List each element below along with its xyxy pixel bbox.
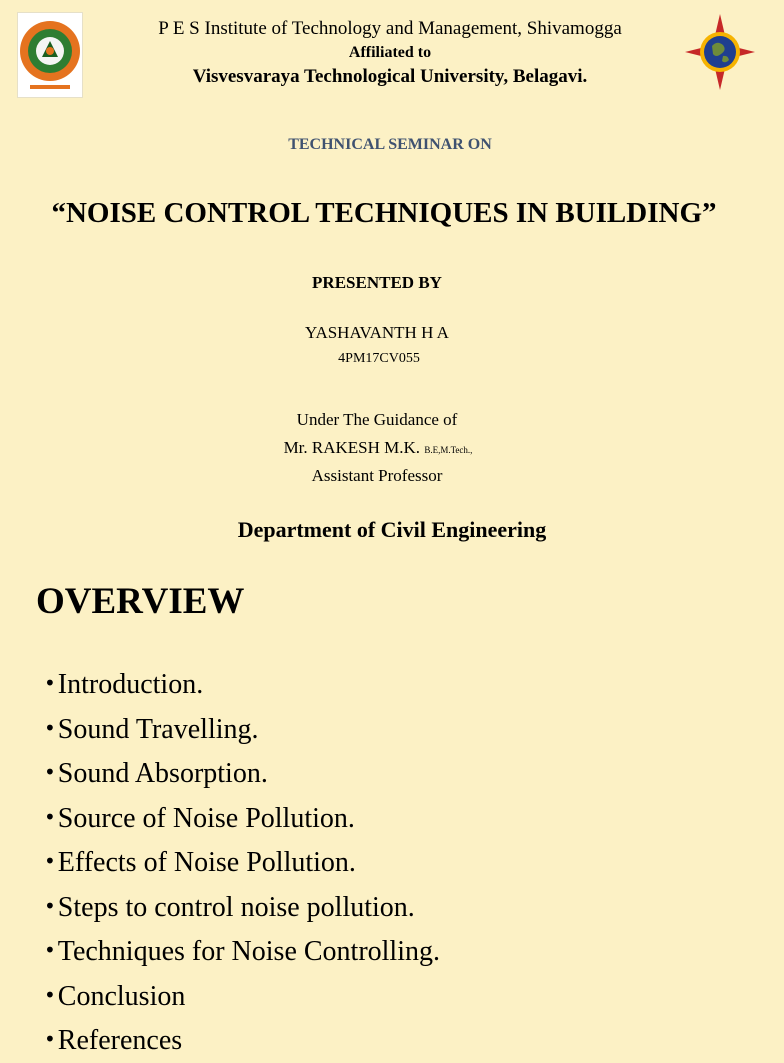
guide-designation: Assistant Professor [311, 466, 443, 485]
bullet-icon: • [44, 982, 56, 1007]
bullet-icon: • [44, 893, 56, 918]
presenter-name: YASHAVANTH H A [305, 323, 449, 342]
bullet-icon: • [44, 715, 56, 740]
bullet-icon: • [44, 1027, 56, 1051]
bullet-icon: • [44, 849, 56, 873]
list-item: •Steps to control noise pollution. [44, 891, 415, 923]
guidance-label: Under The Guidance of [296, 410, 458, 429]
seminar-title: “NOISE CONTROL TECHNIQUES IN BUILDING” [51, 197, 717, 229]
overview-heading: OVERVIEW [36, 581, 245, 622]
bullet-icon: • [44, 804, 56, 829]
seminar-label: TECHNICAL SEMINAR ON [288, 136, 492, 153]
list-item: •Sound Absorption. [44, 758, 268, 789]
institution-name: P E S Institute of Technology and Management, Shivamogga [158, 18, 622, 39]
presented-by-label: PRESENTED BY [312, 273, 442, 292]
bullet-icon: • [44, 938, 56, 962]
list-item: •References [44, 1025, 183, 1056]
guide-name: Mr. RAKESH M.K. [283, 438, 421, 457]
university-name: Visvesvaraya Technological University, Belagavi. [192, 66, 588, 87]
list-item: •Techniques for Noise Controlling. [44, 936, 440, 967]
list-item: •Source of Noise Pollution. [44, 802, 355, 834]
institute-logo-emblem [18, 13, 82, 97]
affiliation-label: Affiliated to [348, 44, 432, 61]
list-item: •Introduction. [44, 669, 204, 700]
bullet-icon: • [44, 671, 56, 695]
guide-qualifications: B.E,M.Tech., [424, 445, 473, 455]
department-name: Department of Civil Engineering [237, 517, 547, 542]
list-item: •Sound Travelling. [44, 713, 259, 745]
list-item: •Effects of Noise Pollution. [44, 847, 356, 878]
guide-name-line [0, 438, 756, 458]
bullet-icon: • [44, 760, 56, 784]
list-item: •Conclusion [44, 980, 186, 1012]
presenter-usn: 4PM17CV055 [338, 351, 420, 366]
overview-list [44, 662, 440, 1063]
institute-logo [17, 12, 83, 98]
